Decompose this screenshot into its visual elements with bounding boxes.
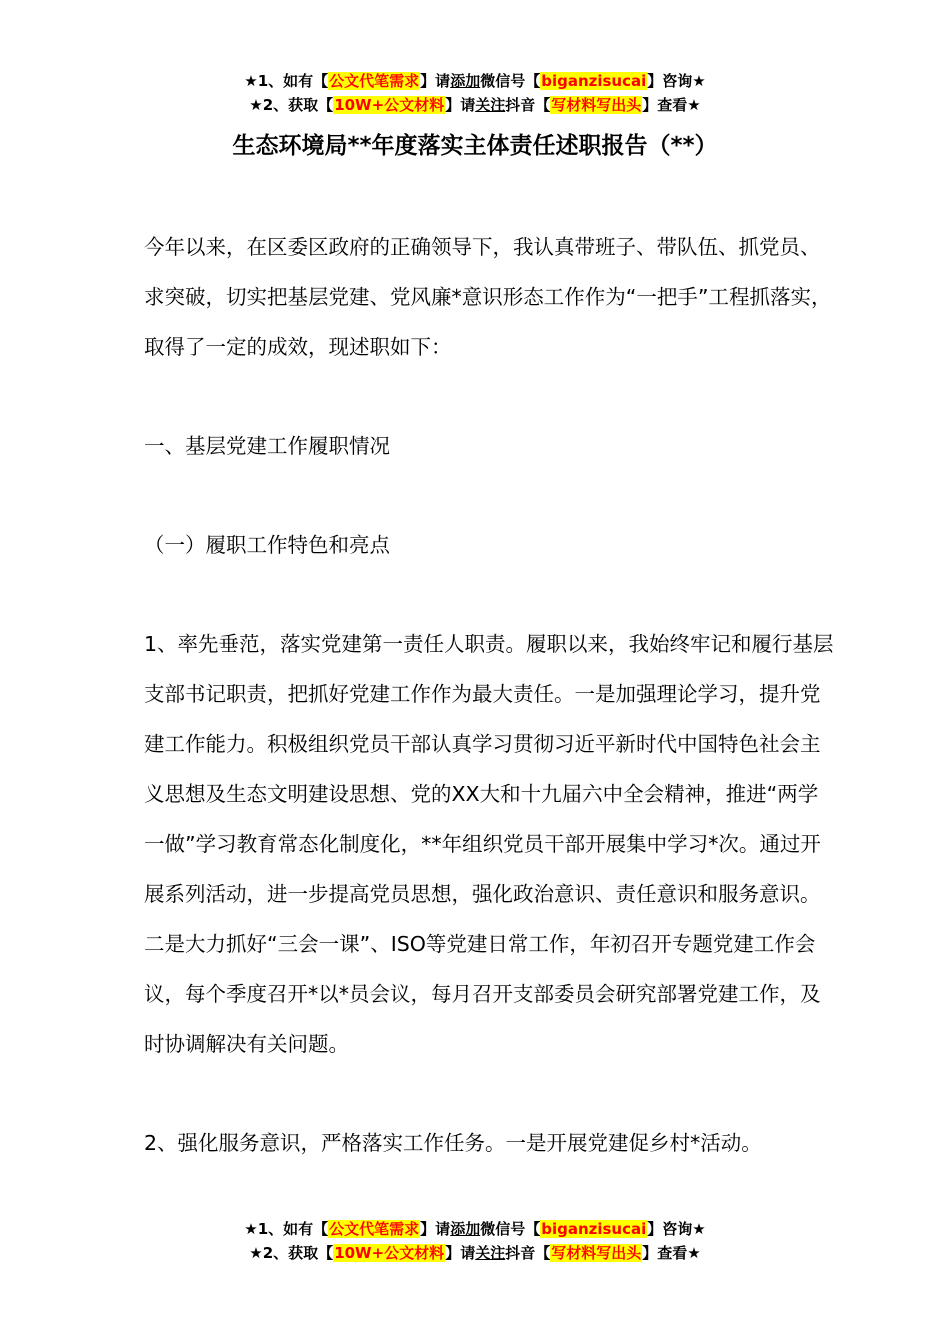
subsection-heading: （一）履职工作特色和亮点 (144, 533, 390, 557)
promo-underlined: 关注 (475, 96, 506, 114)
promo-underlined: 关注 (475, 1244, 506, 1262)
document-title: 生态环境局**年度落实主体责任述职报告（**） (232, 133, 718, 159)
promo-text: 】咨询★ (647, 1220, 706, 1238)
promo-highlight: biganzisucai (541, 1220, 647, 1238)
promo-text: 抖音【 (505, 1244, 551, 1262)
promo-text: 】请 (445, 96, 476, 114)
promo-text: 微信号【 (480, 1220, 541, 1238)
promo-highlight: 写材料写出头 (551, 1244, 642, 1262)
promo-highlight: 公文代笔需求 (329, 72, 420, 90)
promo-text: 】咨询★ (647, 72, 706, 90)
intro-paragraph: 今年以来，在区委区政府的正确领导下，我认真带班子、带队伍、抓党员、求突破，切实把基层党建、党风廉*意识形态工作作为“一把手”工程抓落实，取得了一定的成效，现述职如下： (144, 235, 832, 359)
promo-text: ★1、如有【 (244, 1220, 329, 1238)
promo-banner-bottom (0, 1217, 950, 1265)
promo-text: 】请 (420, 72, 451, 90)
section-heading: 一、基层党建工作履职情况 (144, 434, 390, 458)
promo-text: 】查看★ (642, 96, 701, 114)
promo-text: ★2、获取【 (249, 96, 334, 114)
promo-highlight: 10W+公文材料 (334, 1244, 445, 1262)
promo-line-2 (0, 1241, 950, 1265)
promo-highlight: 公文代笔需求 (329, 1220, 420, 1238)
promo-banner-top (0, 69, 950, 117)
body-paragraph: 2、强化服务意识，严格落实工作任务。一是开展党建促乡村*活动。 (144, 1131, 762, 1155)
promo-line-1 (0, 1217, 950, 1241)
promo-underlined: 添加 (450, 1220, 481, 1238)
promo-line-2 (0, 93, 950, 117)
promo-text: ★1、如有【 (244, 72, 329, 90)
promo-highlight: 写材料写出头 (551, 96, 642, 114)
promo-text: ★2、获取【 (249, 1244, 334, 1262)
promo-text: 】请 (420, 1220, 451, 1238)
promo-underlined: 添加 (450, 72, 481, 90)
promo-text: 抖音【 (505, 96, 551, 114)
promo-text: 】请 (445, 1244, 476, 1262)
promo-highlight: biganzisucai (541, 72, 647, 90)
promo-text: 微信号【 (480, 72, 541, 90)
promo-highlight: 10W+公文材料 (334, 96, 445, 114)
promo-line-1 (0, 69, 950, 93)
document-body (144, 222, 834, 1168)
promo-text: 】查看★ (642, 1244, 701, 1262)
body-paragraph: 1、率先垂范，落实党建第一责任人职责。履职以来，我始终牢记和履行基层支部书记职责，把抓好党建工作作为最大责任。一是加强理论学习，提升党建工作能力。积极组织党员干部认真学习贯彻习近平新时代中国特色社会主义思想及生态文明建设思想、党的XX大和十九届六中全会精神，推进“两学一做”学习教育常态化制度化，**年组织党员干部开展集中学习*次。通过开展系列活动，进一步提高党员思想，强化政治意识、责任意识和服务意识。二是大力抓好“三会一课”、ISO等党建日常工作，年初召开专题党建工作会议，每个季度召开*以*员会议，每月召开支部委员会研究部署党建工作，及时协调解决有关问题。 (144, 632, 834, 1056)
